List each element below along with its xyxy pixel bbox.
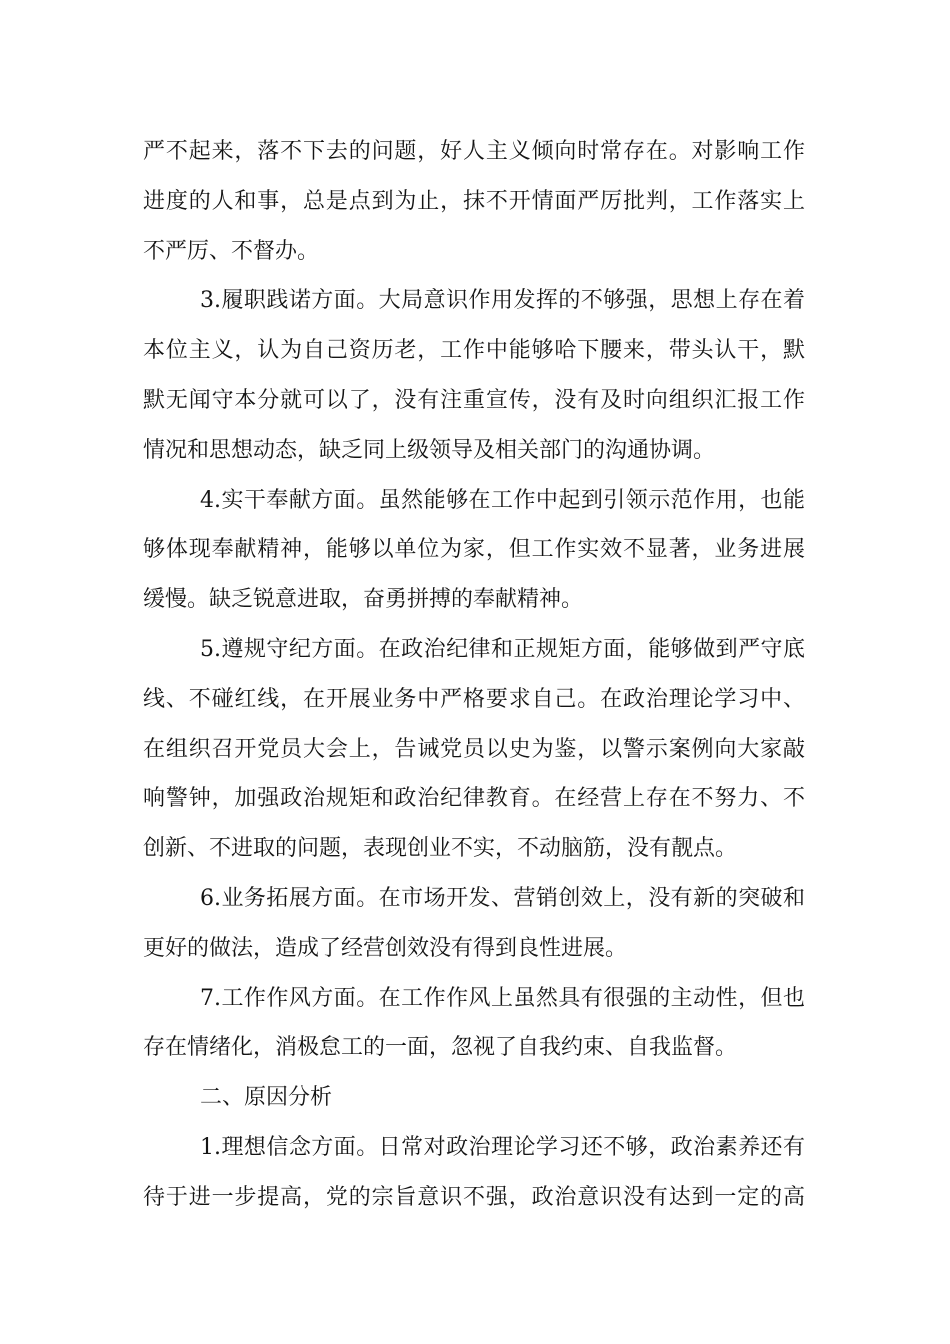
paragraph-line: 待于进一步提高，党的宗旨意识不强，政治意识没有达到一定的高 <box>143 1184 805 1210</box>
paragraph-cause-1 <box>143 1123 805 1223</box>
paragraph-line: 在组织召开党员大会上，告诫党员以史为鉴，以警示案例向大家敲 <box>143 736 805 762</box>
paragraph-line: 5.遵规守纪方面。在政治纪律和正规矩方面，能够做到严守底 <box>200 636 805 662</box>
paragraph-line: 创新、不进取的问题，表现创业不实，不动脑筋，没有靓点。 <box>143 836 738 862</box>
paragraph-item-3 <box>143 276 805 475</box>
paragraph-continued <box>143 127 805 276</box>
paragraph-line: 严不起来，落不下去的问题，好人主义倾向时常存在。对影响工作 <box>143 139 805 164</box>
paragraph-line: 4.实干奉献方面。虽然能够在工作中起到引领示范作用，也能 <box>200 487 805 513</box>
paragraph-line: 3.履职践诺方面。大局意识作用发挥的不够强，思想上存在着 <box>200 288 805 314</box>
paragraph-item-4 <box>143 476 805 625</box>
paragraph-line: 本位主义，认为自己资历老，工作中能够哈下腰来，带头认干，默 <box>143 338 805 364</box>
paragraph-line: 缓慢。缺乏锐意进取，奋勇拼搏的奉献精神。 <box>143 587 584 613</box>
paragraph-line: 够体现奉献精神，能够以单位为家，但工作实效不显著，业务进展 <box>143 537 805 563</box>
paragraph-line: 6.业务拓展方面。在市场开发、营销创效上，没有新的突破和 <box>200 885 805 911</box>
document-body <box>143 127 805 1223</box>
paragraph-line: 响警钟，加强政治规矩和政治纪律教育。在经营上存在不努力、不 <box>143 786 805 812</box>
paragraph-item-7 <box>143 974 805 1074</box>
paragraph-line: 线、不碰红线，在开展业务中严格要求自己。在政治理论学习中、 <box>143 686 805 712</box>
paragraph-line: 存在情绪化，消极怠工的一面，忽视了自我约束、自我监督。 <box>143 1035 738 1061</box>
paragraph-line: 默无闻守本分就可以了，没有注重宣传，没有及时向组织汇报工作 <box>143 387 805 413</box>
paragraph-line: 进度的人和事，总是点到为止，抹不开情面严厉批判，工作落实上 <box>143 188 805 214</box>
paragraph-item-6 <box>143 874 805 974</box>
section-heading-text: 二、原因分析 <box>200 1085 333 1111</box>
paragraph-line: 情况和思想动态，缺乏同上级领导及相关部门的沟通协调。 <box>143 437 716 463</box>
paragraph-line: 不严厉、不督办。 <box>143 238 320 264</box>
paragraph-line: 7.工作作风方面。在工作作风上虽然具有很强的主动性，但也 <box>200 985 805 1011</box>
paragraph-line: 更好的做法，造成了经营创效没有得到良性进展。 <box>143 935 628 961</box>
paragraph-line: 1.理想信念方面。日常对政治理论学习还不够，政治素养还有 <box>200 1134 805 1160</box>
paragraph-item-5 <box>143 625 805 874</box>
section-heading <box>143 1073 805 1123</box>
